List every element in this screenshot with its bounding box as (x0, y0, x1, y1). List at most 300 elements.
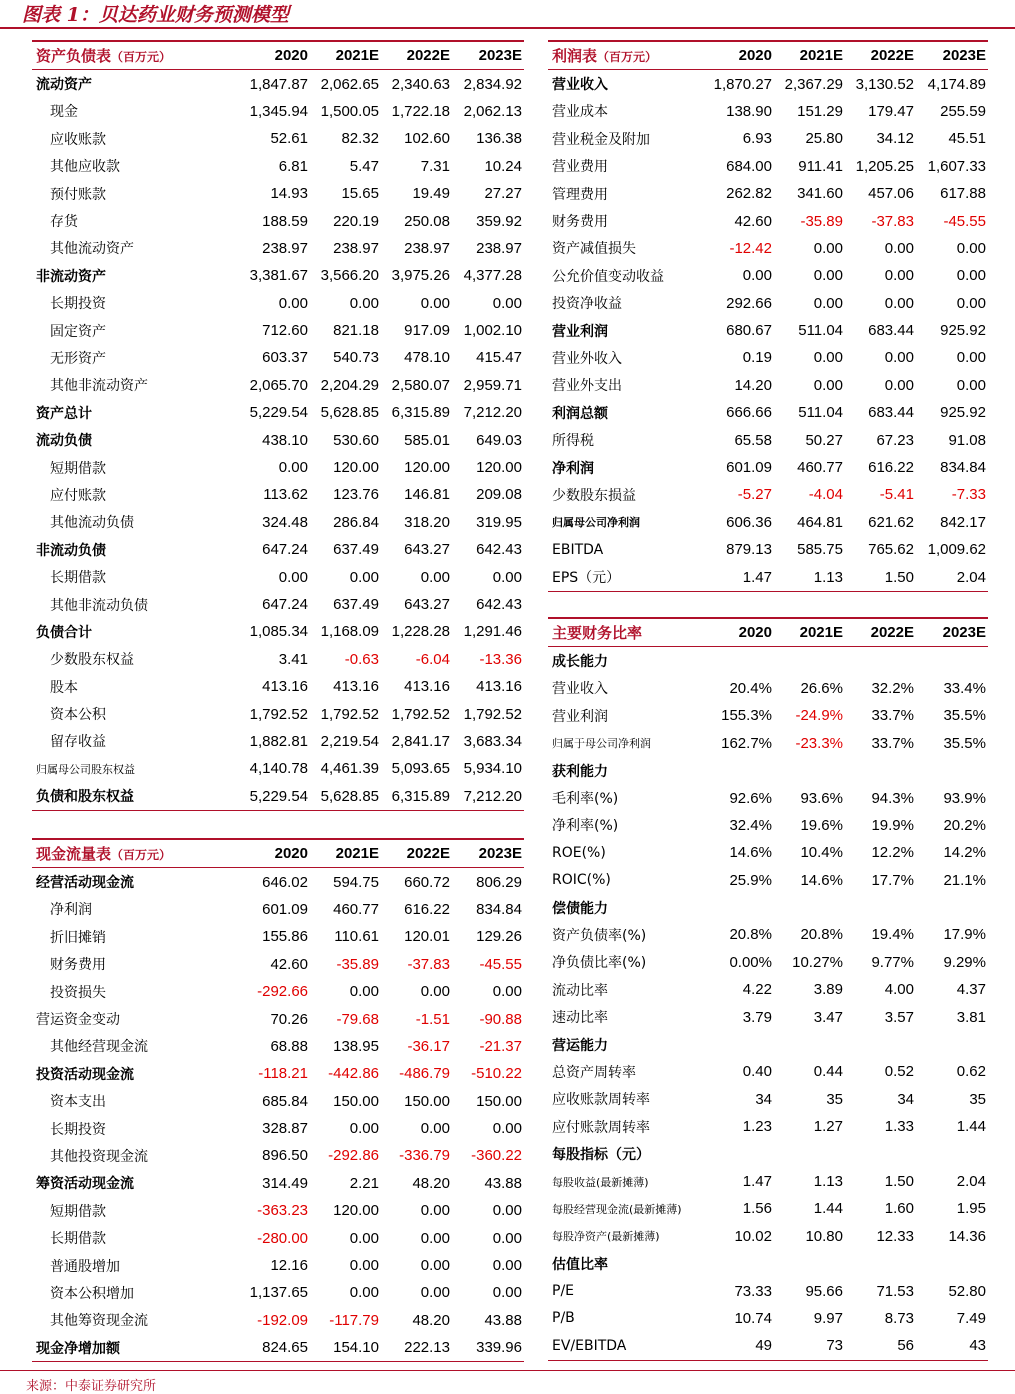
value-cell: 3.47 (813, 1008, 843, 1026)
row-label: 负债合计 (36, 624, 92, 641)
value-cell: -21.37 (479, 1037, 522, 1055)
value-cell: 643.27 (404, 541, 450, 559)
value-cell: 17.9% (943, 926, 986, 944)
year-header: 2021E (774, 41, 845, 70)
row-label: 公允价值变动收益 (552, 268, 664, 285)
table-row (548, 757, 988, 784)
value-cell: 48.20 (412, 1174, 450, 1192)
year-header: 2023E (452, 839, 524, 868)
value-cell: 3.41 (278, 650, 308, 668)
value-cell: 1.60 (884, 1200, 914, 1218)
value-cell: 2,834.92 (463, 75, 522, 93)
value-cell: 5,628.85 (310, 783, 381, 811)
value-cell (700, 1140, 774, 1167)
value-cell: -37.83 (407, 955, 450, 973)
value-cell: 8.73 (884, 1309, 914, 1327)
value-cell: 0.00 (884, 294, 914, 312)
row-label: 投资活动现金流 (36, 1066, 134, 1083)
row-label: 营业税金及附加 (552, 131, 650, 148)
value-cell: -442.86 (328, 1065, 379, 1083)
value-cell: 2,367.29 (784, 75, 843, 93)
row-label: 毛利率(%) (552, 791, 619, 808)
value-cell: 0.00 (420, 568, 450, 586)
table-row (32, 1334, 524, 1362)
value-cell: 113.62 (263, 486, 308, 504)
value-cell: 680.67 (726, 322, 772, 340)
value-cell: 102.60 (404, 130, 450, 148)
value-cell: 129.26 (476, 928, 522, 946)
footer-divider (0, 1370, 1015, 1371)
row-label: 短期借款 (50, 1203, 106, 1220)
value-cell: 1,228.28 (391, 623, 450, 641)
value-cell: 6.93 (742, 130, 772, 148)
value-cell (774, 1250, 845, 1277)
value-cell: 5,934.10 (463, 760, 522, 778)
value-cell: 120.00 (404, 459, 450, 477)
value-cell: 0.00 (349, 294, 379, 312)
row-label: 净利率(%) (552, 818, 619, 835)
value-cell: 0.19 (742, 349, 772, 367)
table-row (32, 1005, 524, 1032)
value-cell (916, 757, 988, 784)
value-cell: 50.27 (805, 431, 843, 449)
value-cell: 110.61 (334, 928, 379, 946)
value-cell: 0.00 (492, 1202, 522, 1220)
value-cell: 20.2% (943, 816, 986, 834)
value-cell: 1.23 (742, 1118, 772, 1136)
table-row (32, 372, 524, 399)
value-cell: -35.89 (336, 955, 379, 973)
row-label: 偿债能力 (552, 900, 608, 917)
value-cell: -45.55 (479, 955, 522, 973)
value-cell: 120.00 (333, 459, 379, 477)
table-row (548, 894, 988, 921)
value-cell: 1,137.65 (249, 1284, 308, 1302)
table-row (32, 1115, 524, 1142)
value-cell: 601.09 (262, 900, 308, 918)
value-cell: 646.02 (262, 873, 308, 891)
table-title (548, 618, 700, 647)
value-cell: -6.04 (415, 650, 450, 668)
cash-flow-table (32, 838, 524, 1362)
value-cell: -117.79 (329, 1311, 379, 1329)
table-row (548, 1140, 988, 1167)
row-label: 短期借款 (50, 460, 106, 477)
table-row (32, 235, 524, 262)
value-cell: 95.66 (805, 1282, 843, 1300)
value-cell: 594.75 (333, 873, 379, 891)
row-label: 股本 (50, 679, 78, 696)
value-cell: 94.3% (871, 789, 914, 807)
value-cell: 1,345.94 (249, 102, 308, 120)
table-row (548, 317, 988, 344)
year-header: 2023E (916, 41, 988, 70)
table-row (32, 591, 524, 618)
value-cell (700, 1031, 774, 1058)
table-row (32, 70, 524, 98)
value-cell: 10.27% (792, 953, 843, 971)
value-cell: 222.13 (381, 1334, 452, 1362)
value-cell: 0.00 (884, 376, 914, 394)
row-label: P/B (552, 1310, 575, 1327)
table-row (32, 344, 524, 371)
table-row (32, 978, 524, 1005)
value-cell: 1,168.09 (320, 623, 379, 641)
value-cell: 19.49 (412, 185, 450, 203)
table-unit: （百万元） (597, 50, 658, 65)
row-label: EPS（元） (548, 563, 700, 591)
table-title-text: 现金流量表 (36, 846, 112, 864)
table-row (548, 509, 988, 536)
table-row (548, 784, 988, 811)
value-cell: 821.18 (333, 322, 379, 340)
value-cell: 0.00 (742, 267, 772, 285)
value-cell: 647.24 (262, 596, 308, 613)
table-row (548, 1031, 988, 1058)
value-cell: 19.4% (871, 926, 914, 944)
table-title-text: 主要财务比率 (552, 625, 643, 643)
value-cell: 4.37 (956, 981, 986, 999)
table-row (32, 125, 524, 152)
value-cell: 92.6% (729, 789, 772, 807)
value-cell: 14.6% (800, 871, 843, 889)
table-row (32, 180, 524, 207)
value-cell: 413.16 (333, 678, 379, 696)
row-label: EV/EBITDA (548, 1332, 700, 1360)
table-title (32, 839, 236, 868)
value-cell: 0.00 (420, 294, 450, 312)
value-cell: 834.84 (476, 900, 522, 918)
table-row (32, 896, 524, 923)
value-cell: 154.10 (310, 1334, 381, 1362)
value-cell: 150.00 (476, 1092, 522, 1110)
value-cell: 917.09 (404, 322, 450, 340)
value-cell: 1.44 (813, 1200, 843, 1218)
year-header: 2023E (916, 618, 988, 647)
value-cell: 150.00 (333, 1092, 379, 1110)
value-cell: 2,841.17 (391, 732, 450, 750)
value-cell: 328.87 (262, 1120, 308, 1138)
row-label: 所得税 (552, 433, 594, 450)
row-label: 存货 (50, 214, 78, 231)
row-label: 其他经营现金流 (50, 1039, 148, 1056)
value-cell: 20.8% (800, 926, 843, 944)
value-cell: 457.06 (868, 185, 914, 203)
value-cell: 6.81 (278, 157, 308, 175)
balance-sheet-table (32, 40, 524, 811)
value-cell: 1.50 (845, 563, 916, 591)
table-row (32, 755, 524, 782)
value-cell: 42.60 (734, 212, 772, 230)
table-row (548, 921, 988, 948)
row-label: 普通股增加 (50, 1258, 120, 1275)
row-label: 应付账款周转率 (552, 1119, 650, 1136)
value-cell: 0.40 (742, 1063, 772, 1081)
row-label: 现金净增加额 (32, 1334, 236, 1362)
value-cell: 603.37 (262, 349, 308, 367)
row-label: 投资损失 (50, 984, 106, 1001)
value-cell: 413.16 (476, 678, 522, 696)
value-cell: 138.95 (333, 1037, 379, 1055)
value-cell: 35.5% (943, 734, 986, 752)
value-cell (774, 894, 845, 921)
table-row (548, 207, 988, 234)
year-header: 2023E (452, 41, 524, 70)
value-cell: 0.00 (956, 239, 986, 257)
value-cell: 34 (897, 1090, 914, 1108)
value-cell: 27.27 (484, 185, 522, 203)
value-cell: 45.51 (948, 130, 986, 148)
value-cell: 15.65 (341, 185, 379, 203)
value-cell: 0.00 (420, 983, 450, 1001)
table-row (548, 976, 988, 1003)
row-label: 利润总额 (552, 405, 608, 422)
table-row (32, 98, 524, 125)
value-cell: 438.10 (262, 431, 308, 449)
value-cell: 19.9% (871, 816, 914, 834)
value-cell: 1,882.81 (249, 732, 308, 750)
row-label: 其他应收款 (50, 159, 120, 176)
value-cell: 1,085.34 (249, 623, 308, 641)
value-cell: 67.23 (876, 431, 914, 449)
value-cell: 238.97 (333, 239, 379, 257)
value-cell: 0.00 (813, 239, 843, 257)
value-cell: 1,002.10 (463, 322, 522, 340)
table-row (548, 344, 988, 371)
value-cell: 415.47 (476, 349, 522, 367)
value-cell: 616.22 (868, 459, 914, 477)
value-cell: 4,377.28 (463, 267, 522, 285)
value-cell: 43 (916, 1332, 988, 1360)
table-row (32, 317, 524, 344)
value-cell: 43.88 (484, 1311, 522, 1329)
title-divider (0, 27, 1015, 29)
value-cell: 1,792.52 (391, 705, 450, 723)
value-cell: 14.36 (948, 1227, 986, 1245)
value-cell: 32.4% (729, 816, 772, 834)
value-cell: 32.2% (871, 679, 914, 697)
value-cell (916, 647, 988, 675)
value-cell: 1,792.52 (463, 705, 522, 723)
value-cell: -23.3% (795, 734, 843, 752)
value-cell: 683.44 (868, 404, 914, 422)
row-label: 财务费用 (50, 957, 106, 974)
value-cell: -292.86 (328, 1147, 379, 1165)
value-cell: 0.00 (956, 349, 986, 367)
value-cell: 17.7% (871, 871, 914, 889)
row-label: 营业利润 (552, 323, 608, 340)
value-cell: 6,315.89 (381, 783, 452, 811)
value-cell: 3,381.67 (249, 267, 308, 285)
value-cell: 2.04 (956, 1173, 986, 1190)
value-cell: 530.60 (333, 431, 379, 449)
value-cell (700, 757, 774, 784)
value-cell: 2,062.13 (463, 102, 522, 120)
value-cell: 0.00 (349, 1229, 379, 1247)
value-cell: 765.62 (868, 541, 914, 559)
value-cell: 33.7% (871, 707, 914, 725)
value-cell (845, 894, 916, 921)
value-cell: 0.00 (492, 1120, 522, 1138)
year-header: 2020 (236, 41, 310, 70)
value-cell: 1,792.52 (320, 705, 379, 723)
value-cell: 43.88 (484, 1174, 522, 1192)
row-label: 无形资产 (50, 350, 106, 367)
value-cell: 413.16 (404, 678, 450, 696)
table-row (32, 923, 524, 950)
table-title (32, 41, 236, 70)
value-cell: 5,229.54 (236, 783, 310, 811)
value-cell: 0.00 (420, 1202, 450, 1220)
row-label: 预付账款 (50, 186, 106, 203)
value-cell: 9.77% (871, 953, 914, 971)
row-label: 留存收益 (50, 734, 106, 751)
value-cell: 0.44 (813, 1063, 843, 1081)
row-label: 投资净收益 (552, 296, 622, 313)
year-header: 2021E (310, 839, 381, 868)
value-cell: 12.33 (876, 1227, 914, 1245)
row-label: 净利润 (552, 460, 594, 477)
value-cell: 806.29 (476, 873, 522, 891)
table-row (32, 868, 524, 896)
table-row (548, 1168, 988, 1195)
value-cell: 1,870.27 (713, 75, 772, 93)
value-cell: 48.20 (412, 1311, 450, 1329)
value-cell: 5,093.65 (391, 760, 450, 778)
value-cell: 238.97 (404, 239, 450, 257)
value-cell (845, 757, 916, 784)
row-label: 流动资产 (36, 77, 92, 94)
value-cell: 1,722.18 (391, 102, 450, 120)
value-cell: 123.76 (333, 486, 379, 504)
financial-ratios-table (548, 617, 988, 1361)
value-cell: 314.49 (262, 1174, 308, 1192)
value-cell: 2.04 (916, 563, 988, 591)
value-cell: 138.90 (726, 102, 772, 120)
row-label: 每股指标（元） (552, 1147, 650, 1164)
value-cell: 879.13 (726, 541, 772, 559)
table-row (548, 730, 988, 757)
value-cell: 660.72 (404, 873, 450, 891)
row-label: ROIC(%) (552, 872, 611, 889)
table-row (548, 867, 988, 894)
table-row (32, 1224, 524, 1251)
row-label: 资本公积增加 (50, 1285, 134, 1302)
table-row (548, 290, 988, 317)
table-row (32, 1033, 524, 1060)
row-label: 营业收入 (552, 681, 608, 698)
table-row (32, 290, 524, 317)
table-header-row (548, 41, 988, 70)
row-label: 应收账款 (50, 131, 106, 148)
value-cell: -13.36 (479, 650, 522, 668)
value-cell: 1,291.46 (463, 623, 522, 641)
value-cell: 2,959.71 (463, 376, 522, 394)
value-cell: 4.00 (884, 981, 914, 999)
value-cell: 0.00 (278, 459, 308, 477)
value-cell: 649.03 (476, 431, 522, 449)
value-cell: 162.7% (721, 734, 772, 752)
value-cell: 1.56 (742, 1200, 772, 1218)
row-label: 应付账款 (50, 487, 106, 504)
row-label: 营业收入 (552, 77, 608, 94)
value-cell: 0.00 (956, 376, 986, 394)
value-cell: 0.00 (278, 294, 308, 312)
value-cell: 7.31 (420, 157, 450, 175)
year-header: 2020 (700, 618, 774, 647)
value-cell: 14.6% (729, 844, 772, 862)
value-cell: 136.38 (476, 130, 522, 148)
value-cell: 0.00 (492, 294, 522, 312)
value-cell: 0.00 (956, 294, 986, 312)
value-cell: 585.75 (797, 541, 843, 559)
value-cell: 120.00 (476, 459, 522, 477)
year-header: 2021E (774, 618, 845, 647)
value-cell: 925.92 (940, 404, 986, 422)
value-cell (916, 1031, 988, 1058)
value-cell: 262.82 (726, 185, 772, 203)
source-note: 来源：中泰证券研究所 (26, 1379, 157, 1394)
table-row (548, 125, 988, 152)
row-label: 速动比率 (552, 1010, 608, 1027)
value-cell: 12.2% (871, 844, 914, 862)
value-cell: 359.92 (476, 212, 522, 230)
value-cell: 0.00 (278, 568, 308, 586)
value-cell: 842.17 (940, 513, 986, 531)
value-cell: 52.80 (948, 1282, 986, 1300)
value-cell: 478.10 (404, 349, 450, 367)
value-cell: 0.00 (349, 983, 379, 1001)
table-title-text: 利润表 (552, 48, 598, 66)
table-row (548, 1003, 988, 1030)
table-unit: （百万元） (111, 50, 172, 65)
value-cell (774, 757, 845, 784)
value-cell: 14.20 (734, 376, 772, 394)
table-row (32, 207, 524, 234)
table-row (548, 1113, 988, 1140)
value-cell: 601.09 (726, 459, 772, 477)
table-row (548, 1277, 988, 1304)
value-cell: 35.5% (943, 707, 986, 725)
value-cell: 0.00 (884, 267, 914, 285)
table-row (548, 536, 988, 563)
row-label: 归属于母公司净利润 (552, 737, 651, 751)
value-cell: -360.22 (471, 1147, 522, 1165)
value-cell: 7.49 (956, 1309, 986, 1327)
row-label: 流动负债 (36, 433, 92, 450)
table-header-row (548, 618, 988, 647)
row-label: P/E (552, 1283, 575, 1300)
value-cell (916, 1250, 988, 1277)
row-label: 现金 (50, 104, 78, 121)
value-cell (774, 1140, 845, 1167)
row-label: 长期投资 (50, 1121, 106, 1138)
row-label: EBITDA (552, 541, 604, 558)
value-cell: -336.79 (399, 1147, 450, 1165)
value-cell: 42.60 (270, 955, 308, 973)
value-cell: 5.47 (349, 157, 379, 175)
table-row (32, 536, 524, 563)
value-cell: -12.42 (729, 239, 772, 257)
table-row (32, 1252, 524, 1279)
year-header: 2022E (845, 41, 916, 70)
value-cell: 93.9% (943, 789, 986, 807)
value-cell: 26.6% (800, 679, 843, 697)
value-cell: 49 (700, 1332, 774, 1360)
value-cell: 0.62 (956, 1063, 986, 1081)
value-cell: 9.97 (813, 1309, 843, 1327)
row-label: 长期投资 (50, 296, 106, 313)
